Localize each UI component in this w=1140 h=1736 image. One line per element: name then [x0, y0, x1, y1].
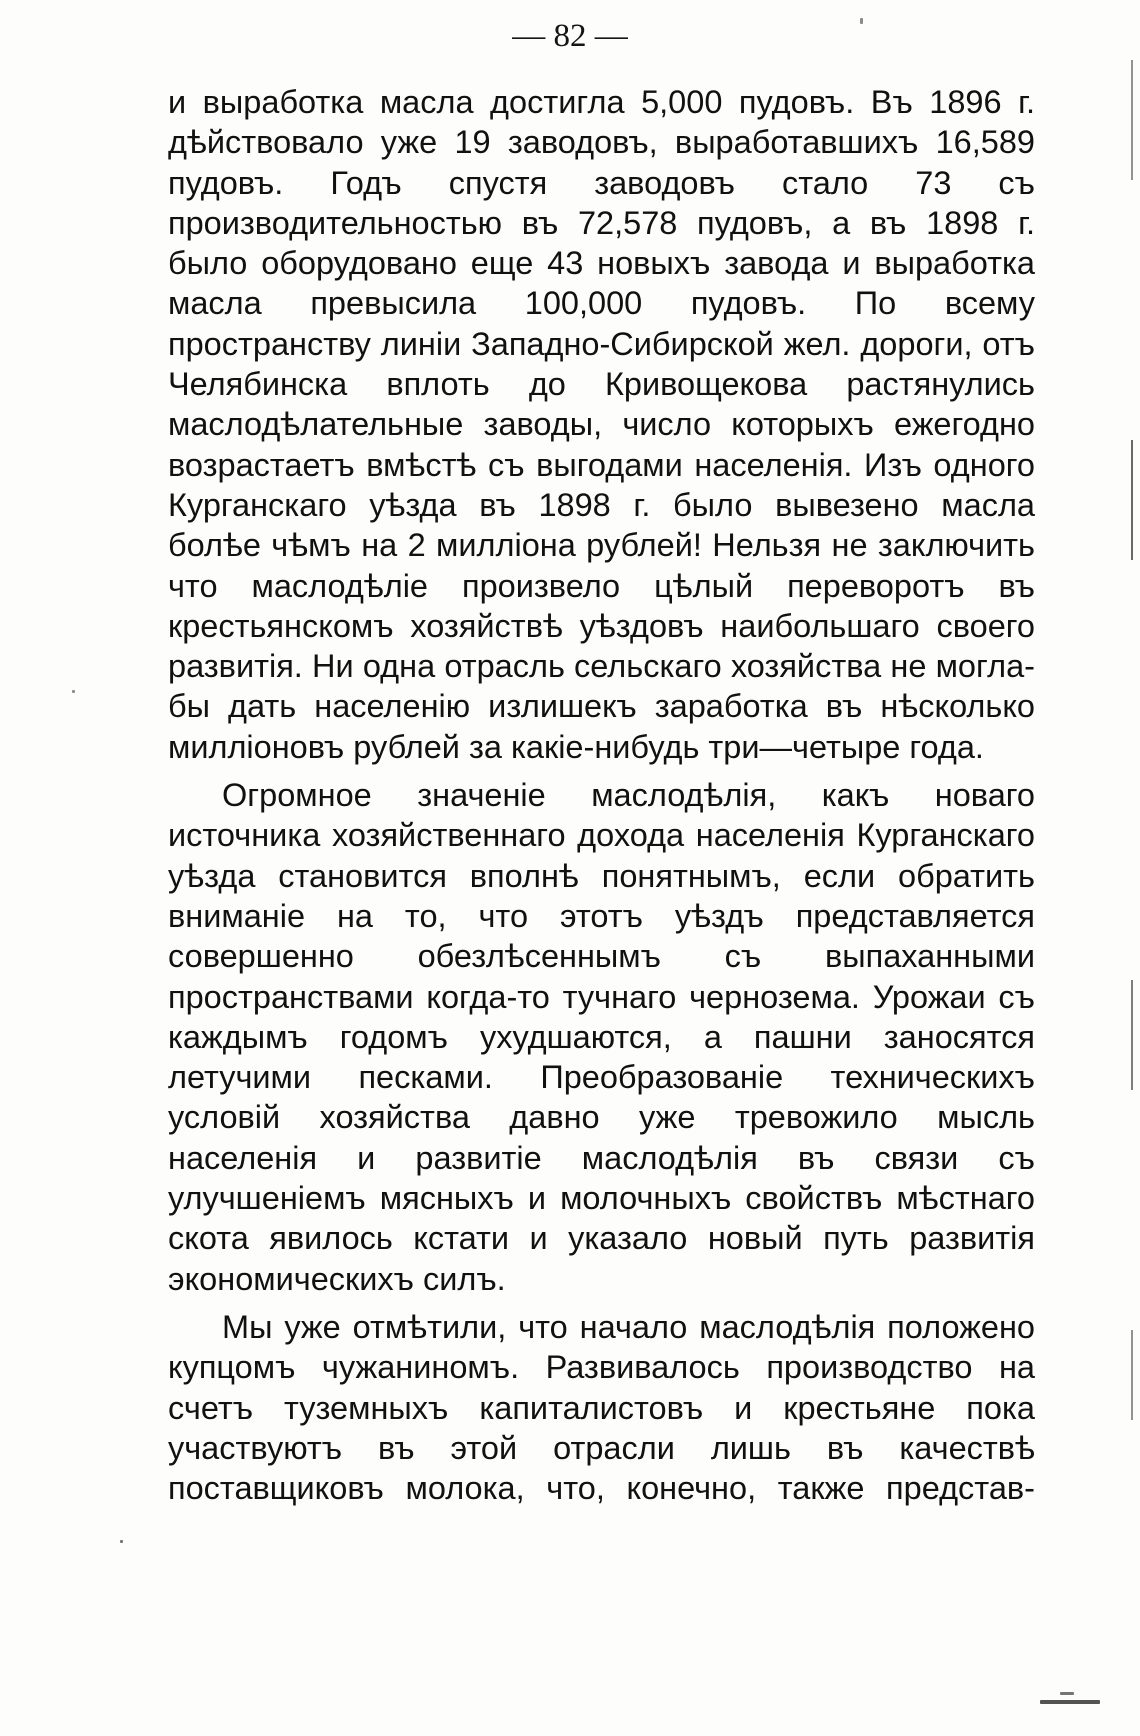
scan-edge-shadow: [1131, 1330, 1133, 1420]
scan-speck: [1060, 1692, 1074, 1695]
paragraph-3: Мы уже отмѣтили, что начало маслодѣлiя положено купцомъ чужаниномъ. Развивалось производство на счетъ туземныхъ капиталистовъ и крестьяне пока участвуютъ въ этой отрасли лишь въ качествѣ поставщиковъ молока, что, конечно, также представ-: [168, 1308, 1035, 1507]
scan-speck: [120, 1540, 123, 1543]
paragraph-1: и выработка масла достигла 5,000 пудовъ. Въ 1896 г. дѣйствовало уже 19 заводовъ, выработавшихъ 16,589 пудовъ. Годъ спустя заводовъ стало 73 съ производительностью въ 72,578 пудовъ, а въ 1898 г. было оборудовано еще 43 новыхъ завода и выработка масла превысила 100,000 пудовъ. По всему пространству линiи Западно-Сибирской жел. дороги, отъ Челябинска вплоть до Кривощекова растянулись маслодѣлательные заводы, число которыхъ ежегодно возрастаетъ вмѣстѣ съ выгодами населенiя. Изъ одного Курганскаго уѣзда въ 1898 г. было вывезено масла болѣе чѣмъ на 2 миллiона рублей! Нельзя не заключить что маслодѣлiе произвело цѣлый переворотъ въ крестьянскомъ хозяйствѣ уѣздовъ наибольшаго своего развитiя. Ни одна отрасль сельскаго хозяйства не могла-бы дать населенiю излишекъ заработка въ нѣсколько миллiоновъ рублей за какiе-нибудь три—четыре года.: [168, 84, 1035, 765]
scan-speck: [72, 690, 75, 693]
scan-edge-shadow: [1131, 440, 1133, 560]
scan-speck: [860, 18, 863, 24]
scan-edge-shadow: [1131, 60, 1133, 180]
scan-edge-shadow: [1131, 980, 1133, 1090]
paragraph-2: Огромное значенiе маслодѣлiя, какъ новаго источника хозяйственнаго дохода населенiя Курганскаго уѣзда становится вполнѣ понятнымъ, если обратить вниманiе на то, что этотъ уѣздъ представляется совершенно обезлѣсеннымъ съ выпаханными пространствами когда-то тучнаго чернозема. Урожаи съ каждымъ годомъ ухудшаются, а пашни заносятся летучими песками. Преобразованiе техническихъ условiй хозяйства давно уже тревожило мысль населенiя и развитiе маслодѣлiя въ связи съ улучшенiемъ мясныхъ и молочныхъ свойствъ мѣстнаго скота явилось кстати и указало новый путь развитiя экономическихъ силъ.: [168, 777, 1035, 1297]
body-text: [168, 82, 1035, 1516]
page-number: — 82 —: [512, 18, 628, 54]
scan-speck: [1040, 1700, 1100, 1704]
